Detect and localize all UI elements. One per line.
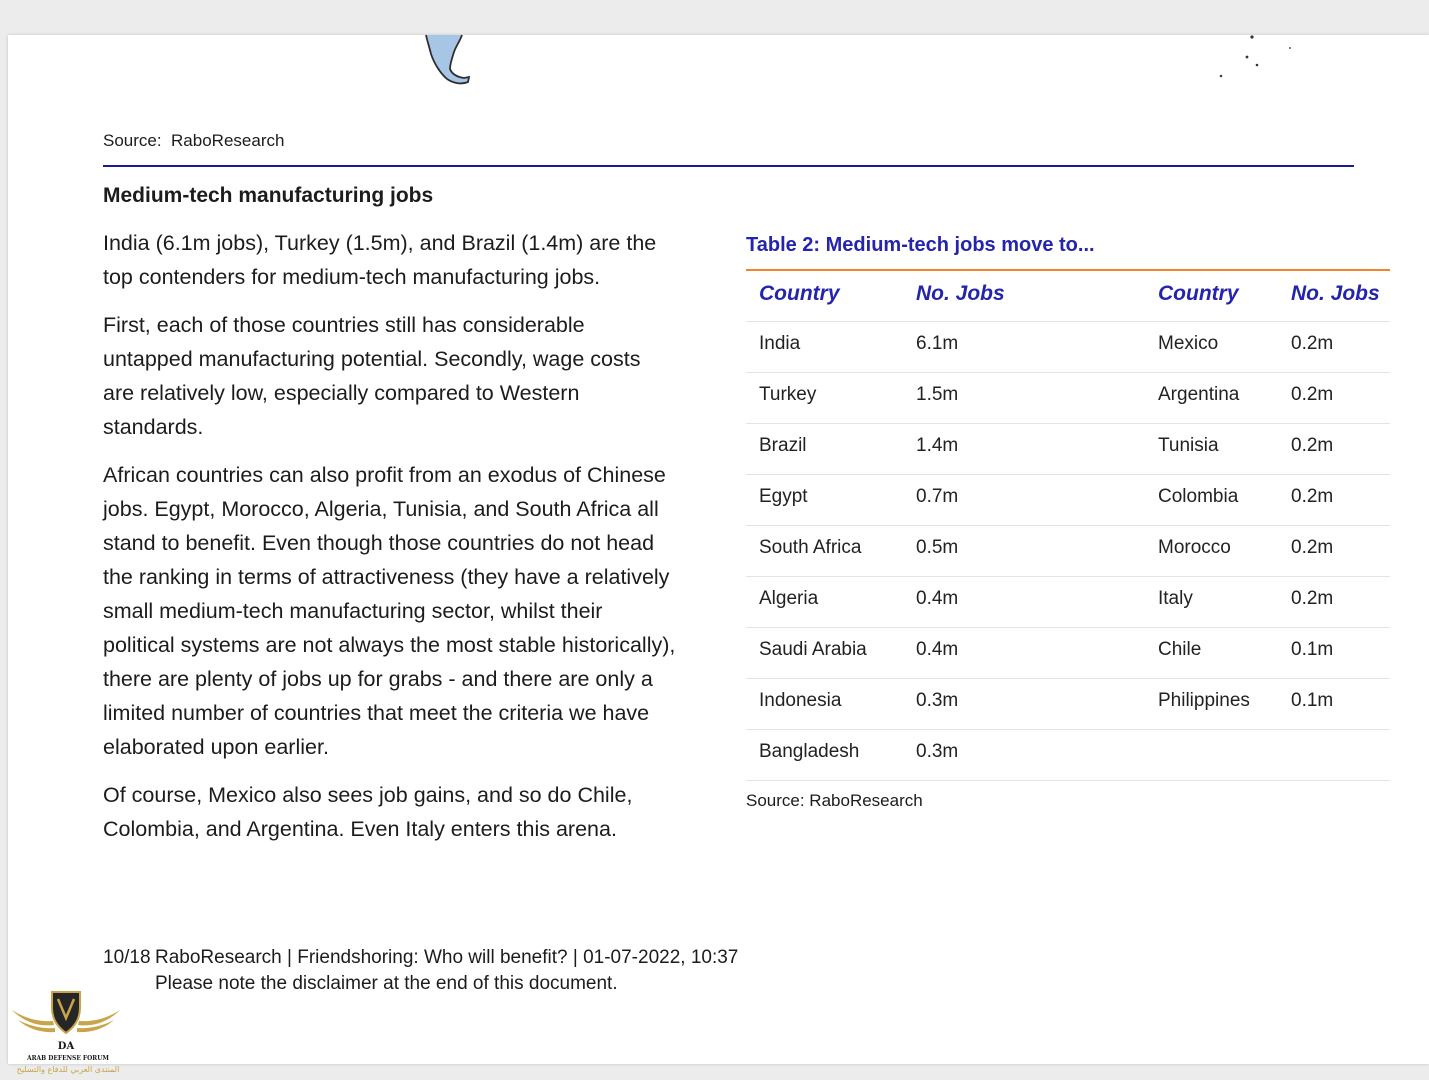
map-island-dot (1289, 47, 1291, 49)
table-top-rule (746, 269, 1390, 271)
text-line: Colombia, and Argentina. Even Italy enters this arena. (103, 817, 617, 841)
table-cell-jobs: 0.1m (1291, 690, 1334, 711)
table-cell-jobs: 0.2m (1291, 588, 1334, 609)
footer-disclaimer: Please note the disclaimer at the end of this document. (155, 973, 618, 994)
table-cell-jobs: 0.2m (1291, 537, 1334, 558)
text-line: First, each of those countries still has considerable (103, 313, 585, 337)
paragraph (103, 458, 723, 764)
text-line: political systems are not always the most stable historically), (103, 633, 676, 657)
page-number: 10/18 (103, 947, 151, 968)
table-cell-country: Algeria (759, 588, 819, 609)
paragraph (103, 226, 723, 294)
table-cell-country: South Africa (759, 537, 862, 558)
table-cell-country: Egypt (759, 486, 808, 507)
table-cell-country: Saudi Arabia (759, 639, 867, 660)
map-island-dot (1220, 75, 1223, 78)
watermark-initials: DA (57, 1041, 75, 1052)
table-header-country: Country (759, 282, 840, 305)
table-cell-country: Chile (1158, 639, 1202, 660)
table-cell-jobs: 0.3m (916, 741, 959, 762)
text-line: Of course, Mexico also sees job gains, and so do Chile, (103, 783, 633, 807)
table-cell-country: Brazil (759, 435, 807, 456)
text-line: stand to benefit. Even though those countries do not head (103, 531, 655, 555)
table-cell-country: Turkey (759, 384, 817, 405)
table-cell-jobs: 0.2m (1291, 384, 1334, 405)
table-cell-country: Argentina (1158, 384, 1240, 405)
table-cell-country: Morocco (1158, 537, 1231, 558)
table-cell-jobs: 0.5m (916, 537, 959, 558)
table-cell-jobs: 1.5m (916, 384, 959, 405)
wing-feather (12, 1010, 54, 1025)
table-cell-jobs: 0.2m (1291, 333, 1334, 354)
table-cell-jobs: 0.7m (916, 486, 959, 507)
table-cell-country: India (759, 333, 801, 354)
table-cell-jobs: 1.4m (916, 435, 959, 456)
text-line: small medium-tech manufacturing sector, whilst their (103, 599, 603, 623)
text-line: limited number of countries that meet the criteria we have (103, 701, 650, 725)
table-row (746, 628, 1390, 679)
jobs-table (746, 272, 1390, 781)
table-cell-country: Italy (1158, 588, 1193, 609)
footer-meta: RaboResearch | Friendshoring: Who will benefit? | 01-07-2022, 10:37 (155, 947, 739, 968)
left-wing-icon (12, 1010, 55, 1032)
table-cell-country: Indonesia (759, 690, 842, 711)
text-line: untapped manufacturing potential. Secondly, wage costs (103, 347, 641, 371)
table-cell-country: Mexico (1158, 333, 1219, 354)
table-source: Source: RaboResearch (746, 791, 923, 810)
table-header-country: Country (1158, 282, 1239, 305)
section-divider (103, 165, 1354, 167)
table-header-jobs: No. Jobs (916, 282, 1005, 305)
table-cell-jobs: 6.1m (916, 333, 959, 354)
table-cell-jobs: 0.1m (1291, 639, 1334, 660)
table-row (746, 424, 1390, 475)
table-cell-country: Bangladesh (759, 741, 860, 762)
body-text-column (103, 226, 723, 860)
table-cell-empty (1145, 730, 1278, 780)
table-row (746, 475, 1390, 526)
map-island-dot (1246, 56, 1249, 59)
paragraph (103, 778, 723, 846)
table-row (746, 730, 1390, 781)
table-row (746, 577, 1390, 628)
table-cell-jobs: 0.2m (1291, 435, 1334, 456)
table-cell-jobs: 0.4m (916, 588, 959, 609)
text-line: standards. (103, 415, 204, 439)
table-header-jobs: No. Jobs (1291, 282, 1380, 305)
table-row (746, 373, 1390, 424)
section-title: Medium-tech manufacturing jobs (103, 184, 434, 207)
text-line: the ranking in terms of attractiveness (they have a relatively (103, 565, 670, 589)
map-islands (1210, 30, 1300, 85)
table-header-row (746, 272, 1390, 322)
table-row (746, 679, 1390, 730)
watermark-arabic: المنتدى العربي للدفاع والتسليح (16, 1065, 120, 1074)
text-line: elaborated upon earlier. (103, 735, 329, 759)
text-line: India (6.1m jobs), Turkey (1.5m), and Brazil (1.4m) are the (103, 231, 657, 255)
table-cell-country: Colombia (1158, 486, 1239, 507)
table-cell-empty (1278, 730, 1390, 780)
table-cell-jobs: 0.3m (916, 690, 959, 711)
figure-source: Source: RaboResearch (103, 131, 285, 150)
table-title: Table 2: Medium-tech jobs move to... (746, 234, 1095, 256)
watermark-logo (6, 988, 128, 1078)
table-row (746, 526, 1390, 577)
table-cell-country: Tunisia (1158, 435, 1219, 456)
table-cell-jobs: 0.2m (1291, 486, 1334, 507)
watermark-name: ARAB DEFENSE FORUM (26, 1054, 109, 1062)
text-line: are relatively low, especially compared to Western (103, 381, 580, 405)
table-row (746, 322, 1390, 373)
text-line: there are plenty of jobs up for grabs - and there are only a (103, 667, 653, 691)
map-island-dot (1256, 64, 1259, 67)
wing-feather (78, 1010, 120, 1025)
map-fragment (420, 35, 480, 91)
text-line: African countries can also profit from an exodus of Chinese (103, 463, 666, 487)
paragraph (103, 308, 723, 444)
table-cell-jobs: 0.4m (916, 639, 959, 660)
right-wing-icon (77, 1010, 120, 1032)
shield-icon (52, 992, 80, 1033)
text-line: jobs. Egypt, Morocco, Algeria, Tunisia, and South Africa all (103, 497, 659, 521)
map-island-dot (1250, 35, 1253, 38)
text-line: top contenders for medium-tech manufacturing jobs. (103, 265, 601, 289)
table-cell-country: Philippines (1158, 690, 1250, 711)
